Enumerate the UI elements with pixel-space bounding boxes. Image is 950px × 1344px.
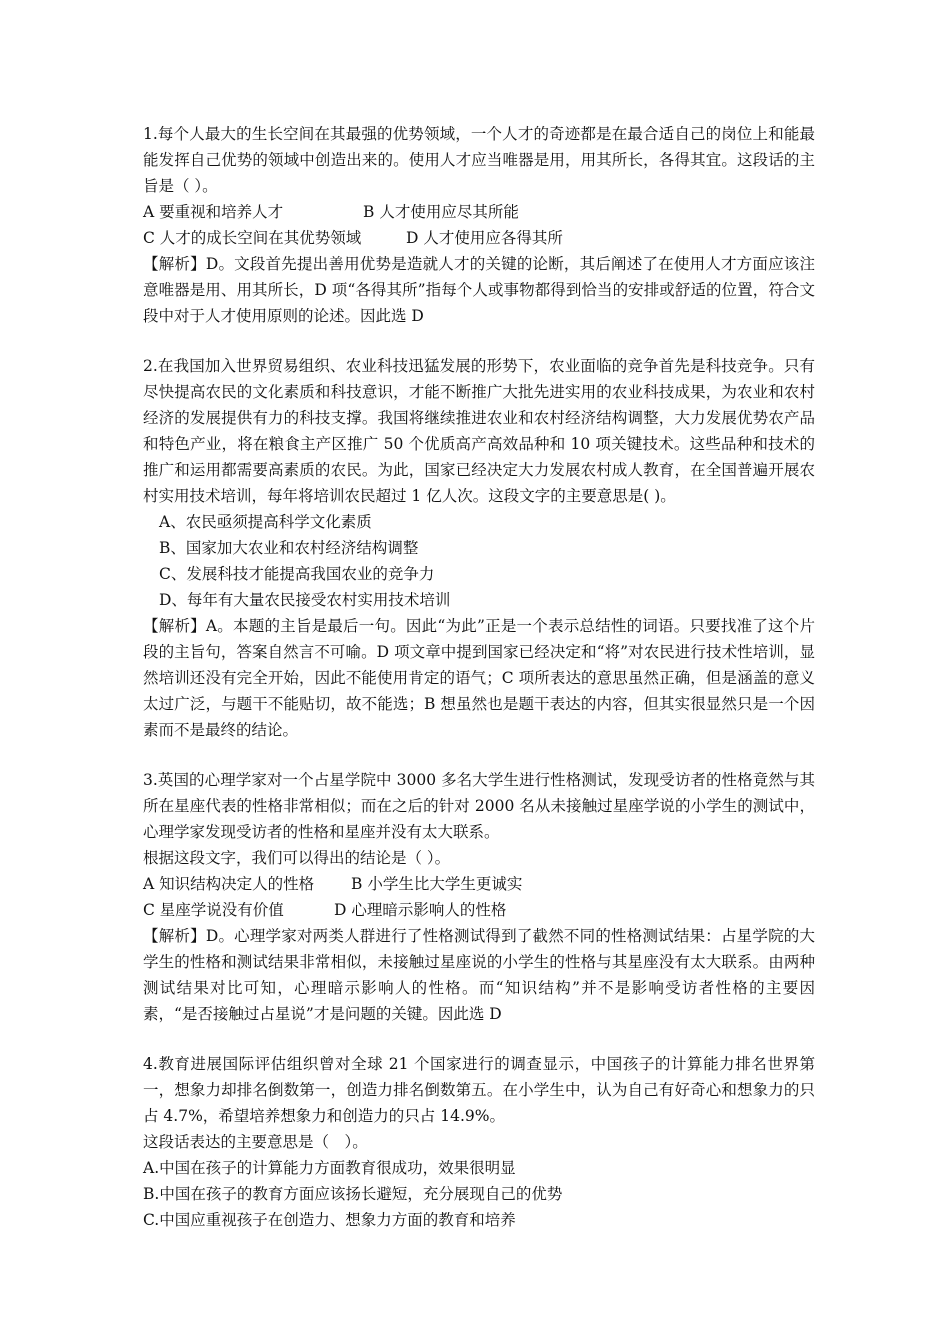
question-2-option-c: C、发展科技才能提高我国农业的竞争力 <box>159 565 435 583</box>
question-2-analysis: 【解析】A。本题的主旨是最后一句。因此“为此”正是一个表示总结性的词语。只要找准了这个片段的主旨句，答案自然言不可喻。D 项文章中提到国家已经决定和“将”对农民进行技术性培训，显然培训还没有完全开始，因此不能使用肯定的语气；C 项所表达的意思虽然正确，但是涵盖的意义太过广泛，与题干不能贴切，故不能选；B 想虽然也是题干表达的内容，但其实很显然只是一个因素而不是最终的结论。 <box>143 617 815 739</box>
question-1-options-row-1 <box>143 199 815 225</box>
question-4-option-a: A.中国在孩子的计算能力方面教育很成功，效果很明显 <box>143 1159 516 1177</box>
document-body <box>143 121 815 1233</box>
question-4-option-c: C.中国应重视孩子在创造力、想象力方面的教育和培养 <box>143 1211 516 1229</box>
question-3 <box>143 767 815 1027</box>
question-3-stem: 3.英国的心理学家对一个占星学院中 3000 多名大学生进行性格测试，发现受访者的性格竟然与其所在星座代表的性格非常相似；而在之后的针对 2000 名从未接触过星座学说的小学生的测试中，心理学家发现受访者的性格和星座并没有太大联系。 <box>143 771 815 841</box>
question-4-option-b: B.中国在孩子的教育方面应该扬长避短，充分展现自己的优势 <box>143 1185 563 1203</box>
question-1-option-d: D 人才使用应各得其所 <box>406 229 563 247</box>
question-3-option-c: C 星座学说没有价值 <box>143 901 284 919</box>
question-1-option-c: C 人才的成长空间在其优势领域 <box>143 229 362 247</box>
question-3-options-row-2 <box>143 897 815 923</box>
question-3-question: 根据这段文字，我们可以得出的结论是（ ）。 <box>143 849 451 867</box>
question-2-option-b: B、国家加大农业和农村经济结构调整 <box>159 539 419 557</box>
question-2-stem-text: 2.在我国加入世界贸易组织、农业科技迅猛发展的形势下，农业面临的竞争首先是科技竞争。只有尽快提高农民的文化素质和科技意识，才能不断推广大批先进实用的农业科技成果，为农业和农村经济的发展提供有力的科技支撑。我国将继续推进农业和农村经济结构调整，大力发展优势农产品和特色产业，将在粮食主产区推广 50 个优质高产高效品种和 10 项关键技术。这些品种和技术的推广和运用都需要高素质的农民。为此，国家已经决定大力发展农村成人教育，在全国普遍开展农村实用技术培训，每年将培训农民超过 1 亿人次。这段文字的主要意思是( )。 <box>143 357 815 505</box>
question-4-stem: 4.教育进展国际评估组织曾对全球 21 个国家进行的调查显示，中国孩子的计算能力排名世界第一，想象力却排名倒数第一，创造力排名倒数第五。在小学生中，认为自己有好奇心和想象力的只占 4.7%，希望培养想象力和创造力的只占 14.9%。 <box>143 1055 815 1125</box>
question-1-stem: 1.每个人最大的生长空间在其最强的优势领域，一个人才的奇迹都是在最合适自己的岗位上和能最能发挥自己优势的领域中创造出来的。使用人才应当唯器是用，用其所长，各得其宜。这段话的主旨是（ ）。 <box>143 125 815 195</box>
question-3-options-row-1 <box>143 871 815 897</box>
question-3-option-b: B 小学生比大学生更诚实 <box>351 875 523 893</box>
question-1-option-b: B 人才使用应尽其所能 <box>363 203 519 221</box>
question-2 <box>143 353 815 743</box>
question-1-analysis: 【解析】D。文段首先提出善用优势是造就人才的关键的论断，其后阐述了在使用人才方面应该注意唯器是用、用其所长，D 项“各得其所”指每个人或事物都得到恰当的安排或舒适的位置，符合文段中对于人才使用原则的论述。因此选 D <box>143 255 815 325</box>
question-2-option-a: A、农民亟须提高科学文化素质 <box>159 513 372 531</box>
question-1-option-a: A 要重视和培养人才 <box>143 203 284 221</box>
question-3-option-d: D 心理暗示影响人的性格 <box>334 901 507 919</box>
question-4-question: 这段话表达的主要意思是（ ）。 <box>143 1133 368 1151</box>
question-3-option-a: A 知识结构决定人的性格 <box>143 875 315 893</box>
question-2-option-d: D、每年有大量农民接受农村实用技术培训 <box>159 591 451 609</box>
question-1-options-row-2 <box>143 225 815 251</box>
question-4 <box>143 1051 815 1233</box>
question-1 <box>143 121 815 329</box>
question-3-analysis: 【解析】D。心理学家对两类人群进行了性格测试得到了截然不同的性格测试结果：占星学院的大学生的性格和测试结果非常相似，未接触过星座说的小学生的性格与其星座没有太大联系。由两种测试结果对比可知，心理暗示影响人的性格。而“知识结构”并不是影响受访者性格的主要因素，“是否接触过占星说”才是问题的关键。因此选 D <box>143 927 815 1023</box>
